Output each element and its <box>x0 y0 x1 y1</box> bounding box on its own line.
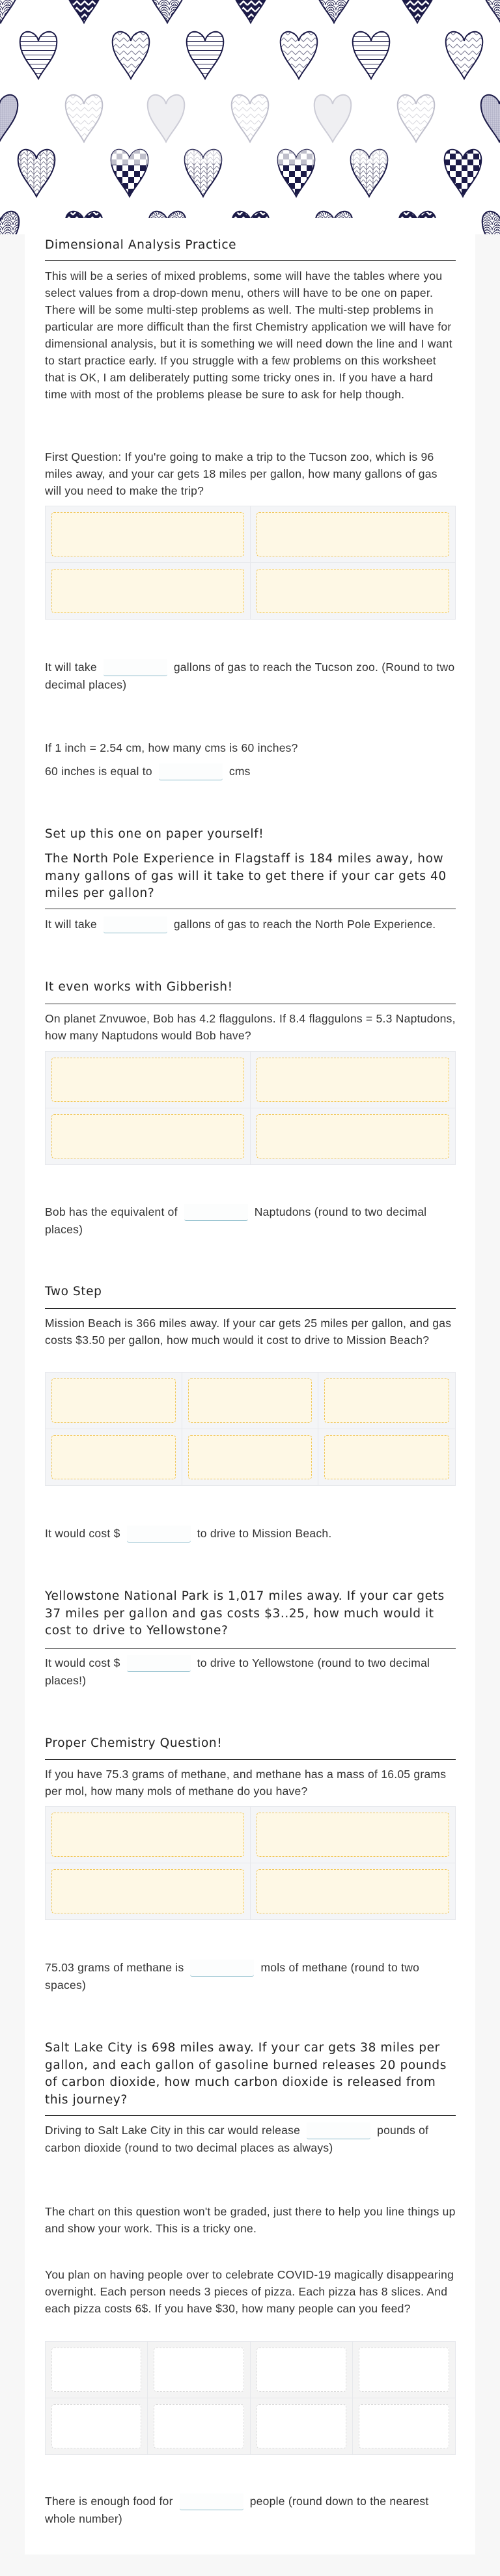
table-cell <box>251 1807 456 1863</box>
heart-icon <box>350 148 388 197</box>
q8-answer-line <box>45 2122 456 2156</box>
drop-zone[interactable] <box>257 512 450 556</box>
heart-icon <box>353 32 390 79</box>
drop-zone[interactable] <box>257 1058 450 1102</box>
q7-work-table <box>45 1806 456 1920</box>
drop-zone[interactable] <box>257 1813 450 1857</box>
q9-answer-input[interactable] <box>180 2493 243 2510</box>
q2-answer-suffix: cms <box>229 765 251 778</box>
table-cell <box>251 2342 353 2398</box>
heart-icon <box>148 95 185 142</box>
heart-icon <box>187 32 224 79</box>
q1-answer-prefix: It will take <box>45 661 97 674</box>
drop-zone[interactable] <box>51 2404 141 2448</box>
q9-answer-line <box>45 2493 456 2527</box>
q9-work-table <box>45 2341 456 2455</box>
drop-zone[interactable] <box>154 2404 243 2448</box>
drop-zone[interactable] <box>51 569 244 613</box>
drop-zone[interactable] <box>324 1378 449 1423</box>
q5-answer-input[interactable] <box>127 1526 191 1542</box>
q3-answer-suffix: gallons of gas to reach the North Pole Experience. <box>173 918 436 931</box>
divider <box>45 2115 456 2116</box>
q7-answer-prefix: 75.03 grams of methane is <box>45 1961 184 1974</box>
heart-icon <box>482 212 500 234</box>
q4-answer-suffix: Naptudons (round to two decimal places) <box>45 1205 427 1237</box>
q7-heading: Proper Chemistry Question! <box>45 1736 223 1750</box>
drop-zone[interactable] <box>51 1114 244 1158</box>
drop-zone[interactable] <box>359 2404 449 2448</box>
table-cell <box>46 1807 251 1863</box>
drop-zone[interactable] <box>257 1114 450 1158</box>
q9-note: The chart on this question won't be graded, just there to help you line things up and show your work. This is a tricky one. <box>45 2205 456 2235</box>
table-cell <box>46 506 251 563</box>
drop-zone[interactable] <box>257 2348 346 2392</box>
drop-zone[interactable] <box>51 2348 141 2392</box>
q5-work-table <box>45 1372 456 1486</box>
heart-icon <box>149 0 186 23</box>
table-cell <box>318 1429 455 1485</box>
q6-answer-input[interactable] <box>127 1655 191 1672</box>
heart-icon <box>18 150 55 197</box>
table-cell <box>148 2398 250 2454</box>
drop-zone[interactable] <box>51 1378 176 1423</box>
q3-prompt: The North Pole Experience in Flagstaff is 184 miles away, how many gallons of gas will it take to get there if your car gets 40 miles per gallon? <box>45 852 447 900</box>
q8-answer-prefix: Driving to Salt Lake City in this car would release <box>45 2124 301 2137</box>
drop-zone[interactable] <box>324 1435 449 1479</box>
q1-prompt: First Question: If you're going to make a trip to the Tucson zoo, which is 96 miles away, and your car gets 18 miles per gallon, how many gallons of gas will you need to make the trip? <box>45 450 438 497</box>
q5-prompt: Mission Beach is 366 miles away. If your car gets 25 miles per gallon, and gas costs $3.50 per gallon, how much would it cost to drive to Mission Beach? <box>45 1317 452 1347</box>
heart-icon <box>446 32 483 79</box>
table-cell <box>353 2342 455 2398</box>
q9-prompt: You plan on having people over to celebrate COVID-19 magically disappearing overnight. Each person needs 3 pieces of pizza. Each pizza has 8 slices. And each pizza costs 6$. If you have $30, how many people can you feed? <box>45 2268 454 2315</box>
table-cell <box>46 2342 148 2398</box>
table-cell <box>251 563 456 619</box>
q7-answer-input[interactable] <box>190 1960 254 1977</box>
drop-zone[interactable] <box>51 512 244 556</box>
q4-heading: It even works with Gibberish! <box>45 980 233 994</box>
heart-icon <box>111 148 148 197</box>
q2-answer-input[interactable] <box>159 763 223 780</box>
table-cell <box>251 1052 456 1108</box>
q4-answer-line <box>45 1203 456 1238</box>
heart-icon <box>398 95 435 142</box>
table-cell <box>318 1373 455 1429</box>
q6-answer-prefix: It would cost $ <box>45 1656 120 1669</box>
q9-answer-prefix: There is enough food for <box>45 2495 173 2508</box>
table-cell <box>46 2398 148 2454</box>
divider <box>45 1759 456 1760</box>
heart-icon <box>0 95 18 142</box>
q8-answer-input[interactable] <box>307 2122 370 2139</box>
q2-answer-prefix: 60 inches is equal to <box>45 765 152 778</box>
heart-icon <box>232 95 269 142</box>
divider <box>45 1308 456 1309</box>
q1-answer-line <box>45 659 456 693</box>
q5-answer-prefix: It would cost $ <box>45 1527 120 1540</box>
table-cell <box>46 563 251 619</box>
table-cell <box>46 1108 251 1164</box>
table-cell <box>251 2398 353 2454</box>
q6-prompt: Yellowstone National Park is 1,017 miles away. If your car gets 37 miles per gallon and gas costs $3..25, how much would it cost to drive to Yellowstone? <box>45 1589 445 1637</box>
heart-icon <box>481 95 500 142</box>
q3-answer-input[interactable] <box>104 916 167 933</box>
q4-prompt: On planet Znvuwoe, Bob has 4.2 flaggulons. If 8.4 flaggulons = 5.3 Naptudons, how many Naptudons would Bob have? <box>45 1012 456 1042</box>
drop-zone[interactable] <box>51 1435 176 1479</box>
q6-answer-suffix: to drive to Yellowstone (round to two decimal places!) <box>45 1656 430 1688</box>
heart-icon <box>0 0 19 23</box>
q1-answer-input[interactable] <box>104 659 167 676</box>
table-cell <box>353 2398 455 2454</box>
heart-icon <box>399 0 436 23</box>
q7-answer-suffix: mols of methane (round to two spaces) <box>45 1961 420 1992</box>
heart-icon <box>20 32 57 79</box>
q4-answer-input[interactable] <box>184 1204 248 1221</box>
heart-icon <box>277 148 315 197</box>
heart-icon <box>66 95 103 142</box>
q6-answer-line <box>45 1654 456 1689</box>
q7-answer-line <box>45 1959 456 1994</box>
table-cell <box>46 1052 251 1108</box>
q4-answer-prefix: Bob has the equivalent of <box>45 1205 178 1218</box>
heart-icon <box>316 0 353 23</box>
table-cell <box>251 506 456 563</box>
q7-prompt: If you have 75.3 grams of methane, and methane has a mass of 16.05 grams per mol, how many mols of methane do you have? <box>45 1768 447 1798</box>
drop-zone[interactable] <box>154 2348 243 2392</box>
drop-zone[interactable] <box>257 1869 450 1913</box>
hearts-banner <box>0 0 500 234</box>
hearts-pattern-icon <box>0 0 500 234</box>
heart-icon <box>184 148 222 197</box>
drop-zone[interactable] <box>51 1869 244 1913</box>
divider <box>45 1648 456 1649</box>
drop-zone[interactable] <box>359 2348 449 2392</box>
divider <box>45 260 456 261</box>
table-cell <box>182 1373 319 1429</box>
heart-icon <box>232 0 270 23</box>
q3-heading: Set up this one on paper yourself! <box>45 827 264 841</box>
q8-prompt: Salt Lake City is 698 miles away. If your car gets 38 miles per gallon, and each gallon of gasoline burned releases 20 pounds of carbon dioxide, how much carbon dioxide is released from this journey? <box>45 2041 447 2107</box>
table-cell <box>251 1863 456 1919</box>
heart-icon <box>113 32 150 79</box>
q2-answer-line <box>45 763 456 780</box>
q4-work-table <box>45 1051 456 1165</box>
heart-icon <box>482 0 500 23</box>
drop-zone[interactable] <box>188 1378 312 1423</box>
table-cell <box>148 2342 250 2398</box>
table-cell <box>46 1863 251 1919</box>
q3-answer-prefix: It will take <box>45 918 97 931</box>
q5-answer-line <box>45 1525 456 1542</box>
drop-zone[interactable] <box>51 1058 244 1102</box>
table-cell <box>182 1429 319 1485</box>
q5-answer-suffix: to drive to Mission Beach. <box>197 1527 332 1540</box>
q1-answer-suffix: gallons of gas to reach the Tucson zoo. (Round to two decimal places) <box>45 661 455 692</box>
heart-icon <box>281 32 318 79</box>
drop-zone[interactable] <box>51 1813 244 1857</box>
heart-icon <box>66 0 103 23</box>
drop-zone[interactable] <box>257 569 450 613</box>
heart-icon <box>445 150 482 197</box>
q3-answer-line <box>45 916 456 933</box>
intro-text: This will be a series of mixed problems, some will have the tables where you select values from a drop-down menu, others will have to be one on paper. There will be some multi-step problems as well. The multi-step problems in particular are more difficult than the first Chemistry application we will have for dimensional analysis, but it is something we will need down the line and I want to start practice early. If you struggle with a few problems on this worksheet that is OK, I am deliberately putting some tricky ones in. If you have a hard time with most of the problems please be sure to ask for help though. <box>45 269 452 401</box>
table-cell <box>46 1373 182 1429</box>
q2-prompt: If 1 inch = 2.54 cm, how many cms is 60 inches? <box>45 741 298 754</box>
q9-answer-suffix: people (round down to the nearest whole number) <box>45 2495 429 2526</box>
q1-work-table <box>45 506 456 620</box>
drop-zone[interactable] <box>188 1435 312 1479</box>
q5-heading: Two Step <box>45 1285 102 1298</box>
worksheet-card <box>25 218 475 2555</box>
drop-zone[interactable] <box>257 2404 346 2448</box>
heart-icon <box>0 212 19 234</box>
q8-answer-suffix: pounds of carbon dioxide (round to two decimal places as always) <box>45 2124 429 2155</box>
table-cell <box>46 1429 182 1485</box>
page-title: Dimensional Analysis Practice <box>45 238 237 252</box>
heart-icon <box>314 95 352 142</box>
table-cell <box>251 1108 456 1164</box>
